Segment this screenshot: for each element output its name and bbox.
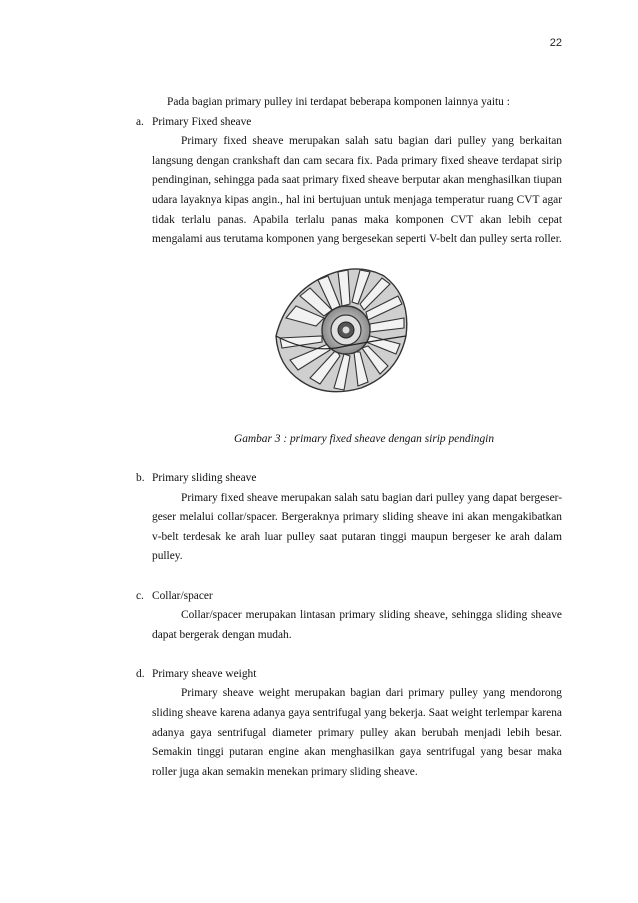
section-title: Primary Fixed sheave [152, 115, 252, 128]
section-body-a: Primary fixed sheave merupakan salah satu bagian dari pulley yang berkaitan langsung dengan crankshaft dan cam secara fix. Pada primary fixed sheave terdapat sirip pendinginan, sehingga pada saat primary fixed sheave berputar akan menghasilkan tiupan udara layaknya kipas angin., hal ini bertujuan untuk menjaga temperatur ruang CVT agar tidak terlalu panas. Apabila terlalu panas maka komponen CVT akan lebih cepat mengalami aus terutama komponen yang bergesekan seperti V-belt dan pulley serta roller. [152, 135, 562, 246]
section-marker: c. [136, 589, 144, 602]
spacer [136, 645, 562, 665]
section-body-b: Primary fixed sheave merupakan salah satu bagian dari pulley yang dapat bergeser-geser melalui collar/spacer. Bergeraknya primary sliding sheave ini akan mengakibatkan v-belt terdesak ke arah luar pulley saat putaran tinggi maupun bergeser ke arah dalam pulley. [152, 491, 562, 563]
section-marker: b. [136, 471, 145, 484]
section-heading-d [136, 665, 562, 685]
section-title: Collar/spacer [152, 589, 213, 602]
section-body-c: Collar/spacer merupakan lintasan primary sliding sheave, sehingga sliding sheave dapat bergerak dengan mudah. [152, 609, 562, 641]
section-title: Primary sheave weight [152, 667, 257, 680]
section-marker: a. [136, 115, 144, 128]
fixed-sheave-fan-illustration [266, 256, 416, 406]
page-number: 22 [549, 37, 562, 49]
spacer [136, 449, 562, 469]
section-heading-c [136, 587, 562, 607]
spacer [136, 567, 562, 587]
document-body [136, 93, 562, 782]
section-marker: d. [136, 667, 145, 680]
section-title: Primary sliding sheave [152, 471, 257, 484]
figure-caption: Gambar 3 : primary fixed sheave dengan sirip pendingin [233, 432, 495, 445]
section-body-d: Primary sheave weight merupakan bagian dari primary pulley yang mendorong sliding sheave karena adanya gaya sentrifugal yang bekerja. Saat weight terlempar karena adanya gaya sentrifugal diameter primary pulley akan berubah menjadi lebih besar. Semakin tinggi putaran engine akan menghasilkan gaya sentrifugal yang besar maka roller juga akan semakin menekan primary sliding sheave. [152, 687, 562, 778]
intro-paragraph: Pada bagian primary pulley ini terdapat beberapa komponen lainnya yaitu : [167, 96, 510, 108]
figure [136, 250, 562, 430]
section-heading-b [136, 469, 562, 489]
section-heading-a [136, 113, 562, 133]
